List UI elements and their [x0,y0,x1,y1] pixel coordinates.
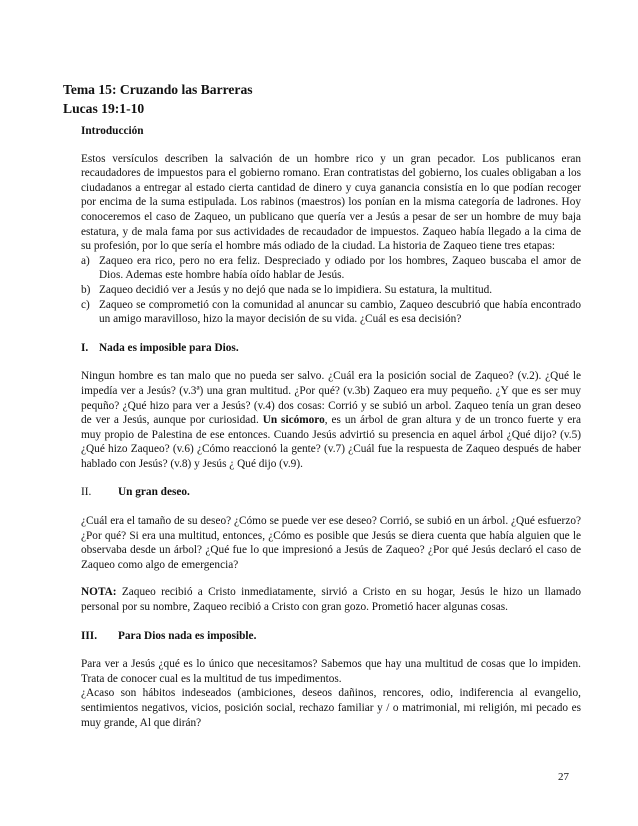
section-3-paragraph-2: ¿Acaso son hábitos indeseados (ambiciones, deseos dañinos, rencores, odio, indiferencia al evangelio, sentimientos negativos, vicios, posición social, rechazo familiar y / o matrimonial, mi religión, mi pecado es muy grande, Al que dirán? [81,687,581,729]
list-item [81,254,581,283]
section-1-heading [81,341,581,356]
section-3-title: Para Dios nada es imposible. [118,629,257,642]
title-block [63,80,253,118]
list-item-letter: b) [81,283,91,296]
section-2-number: II. [81,486,92,499]
section-3-number: III. [81,629,98,642]
section-2-title: Un gran deseo. [118,486,190,499]
list-item-letter: a) [81,254,90,267]
section-3-heading [81,629,581,644]
scripture-reference: Lucas 19:1-10 [63,101,145,116]
section-1-text-before: Ningun hombre es tan malo que no pueda ser salvo. ¿Cuál era la posición social de Zaqueo? (v.2). ¿Qué le impedía ver a Jesús? (v.3ª) una gran multitud. ¿Por qué? (v.3b) Zaqueo era muy pequeño. ¿Y que es ser muy pequño? ¿Qué hizo para ver a Jesús? (v.4) dos cosas: Corrió y se subió un arbol. Zaqueo tenía un gran deseo de ver a Jesús, aunque por curiosidad. [81,370,581,427]
page-number: 27 [558,771,569,783]
note-label: NOTA: [81,586,117,599]
spacer [81,572,581,585]
list-item [81,283,581,298]
list-item-text: Zaqueo decidió ver a Jesús y no dejó que nada se lo impidiera. Su estatura, la multitud. [99,283,493,296]
list-item-letter: c) [81,298,90,311]
stages-list [81,254,581,327]
section-1-text-after: , es un árbol de gran altura y de un tronco fuerte y era muy propio de Palestina de ese entonces. Cuando Jesús advirtió su presencia en aquel árbol ¿Qué dijo? (v.5) ¿Qué hizo Zaqueo? (v.6) ¿Cómo reaccionó la gente? (v.7) ¿Cuál fue la respuesta de Zaqueo después de haber hablado con Jesús? (v.8) y Jesús ¿ Qué dijo (v.9). [81,414,582,470]
section-2-paragraph: ¿Cuál era el tamaño de su deseo? ¿Cómo se puede ver ese deseo? Corrió, se subió en un árbol. ¿Qué esfuerzo? ¿Por qué? Si era una multitud, entonces, ¿Cómo es posible que Jesús se diera cuenta que había alguien que le observaba desde un árbol? ¿Qué fue lo que impresionó a Jesús de Zaqueo? ¿Por qué Jesús declaró el caso de Zaqueo como algo de emergencia? [81,515,581,571]
section-1-title: Nada es imposible para Dios. [99,341,239,354]
sicomoro-term: Un sicómoro [262,414,325,427]
intro-heading: Introducción [81,125,144,137]
note-text: Zaqueo recibió a Cristo inmediatamente, sirvió a Cristo en su hogar, Jesús le hizo un llamado personal por su nombre, Zaqueo recibió a Cristo con gran gozo. Prometió hacer algunas cosas. [81,586,581,614]
note-paragraph [81,585,581,614]
section-1-paragraph [81,369,581,471]
document-body [81,124,581,730]
section-2-heading [81,485,581,500]
list-item [81,298,581,327]
intro-paragraph: Estos versículos describen la salvación de un hombre rico y un gran pecador. Los publicanos eran recaudadores de impuestos para el gobierno romano. Eran contratistas del gobierno, los cuales obligaban a los ciudadanos a entregar al estado cierta cantidad de dinero y cuya ganancia consistía en lo que podían recoger por encima de la suma estipulada. Los rabinos (maestros) los ponían en la misma categoría de ladrones. Hoy conoceremos el caso de Zaqueo, un publicano que quería ver a Jesús a pesar de ser un hombre de muy baja estatura, y de mala fama por sus actividades de recaudador de impuestos. Zaqueo había llegado a la cima de su profesión, por lo que sería el hombre más odiado de la ciudad. La historia de Zaqueo tiene tres etapas: [81,152,581,253]
section-1-number: I. [81,341,89,354]
list-item-text: Zaqueo era rico, pero no era feliz. Despreciado y odiado por los hombres, Zaqueo buscaba el amor de Dios. Ademas este hombre había oído hablar de Jesús. [99,254,581,282]
section-3-paragraph-1: Para ver a Jesús ¿qué es lo único que necesitamos? Sabemos que hay una multitud de cosas que lo impiden. Trata de conocer cual es la multitud de tus impedimentos. [81,658,581,685]
list-item-text: Zaqueo se comprometió con la comunidad al anuncar su cambio, Zaqueo descubrió que había encontrado un amigo maravilloso, hizo la mayor decisión de su vida. ¿Cuál es esa decisión? [99,298,581,326]
lesson-title: Tema 15: Cruzando las Barreras [63,82,253,97]
